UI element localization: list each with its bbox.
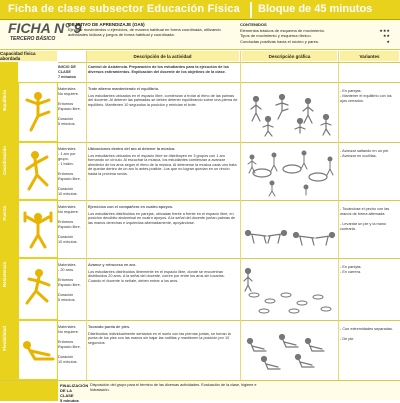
row-description xyxy=(88,205,238,225)
finalizacion-label: FINALIZACIÓN DE LA CLASE xyxy=(60,383,89,398)
activity-title: Ubicaciones dentro del aro al detener la música. xyxy=(88,147,176,151)
contenido-text: Tipos de movimiento y esquema rítmico. xyxy=(240,33,312,38)
rating-stars: ★ xyxy=(386,38,390,44)
row-label: Flexibilidad xyxy=(2,326,7,351)
activity-row xyxy=(58,142,400,200)
col-capacidad: Capacidad física abordada xyxy=(0,51,58,61)
activity-text: Los estudiantes distribuidos libremente en el espacio libre, donde se encuentran distribuidos 20 aros. A la señal del docente, corren por entre los aros sin tocarlos. Cuando el docente lo señale, deben entrar a los aros. xyxy=(88,269,225,283)
col-descripcion: Descripción de la actividad xyxy=(86,51,240,61)
activity-row xyxy=(58,258,400,320)
activity-title: Trote alterno manteniendo el equilibrio. xyxy=(88,87,160,91)
finalizacion-section xyxy=(0,380,400,403)
activity-row xyxy=(58,82,400,142)
row-label: Equilibrio xyxy=(2,90,7,111)
activity-graphic xyxy=(242,221,336,251)
row-label: Fuerza xyxy=(2,206,7,221)
objetivo-text: Ejecutar movimientos o ejercicios, de manera habitual en forma coordinada, utilizando actividades lúdicas y juegos de forma habitual y coordinada. xyxy=(68,27,221,37)
balance-figure-icon xyxy=(18,82,58,142)
finalizacion-text: Disposición del grupo para el término de las diversas actividades. Evaluación de la clase, higiene e hidratación. xyxy=(90,383,257,392)
activity-text: Distribuidos individualmente sentados en el suelo con las piernas juntas, se toman la punta de los pies con las manos sin bajar las rodillas y mantienen la posición por 10 segundos. xyxy=(88,331,231,345)
row-description xyxy=(88,325,238,345)
objetivo-block xyxy=(68,22,238,37)
finalizacion-label-block xyxy=(60,383,89,403)
stretching-figure-icon xyxy=(18,320,58,380)
column-divider xyxy=(338,51,339,400)
ficha-number: FICHA N° 9 xyxy=(8,20,82,36)
running-figure-icon xyxy=(18,258,58,320)
row-variants: - En parejas. - En carrera. xyxy=(340,265,362,274)
row-variants: - En parejas. - Mantener el equilibrio con los ojos cerrados. xyxy=(340,89,392,103)
row-description xyxy=(88,87,238,107)
strength-figure-icon xyxy=(18,200,58,258)
row-materials: Materiales No requiere. Entornos Espacio libre. Duración 5 minutos. xyxy=(58,87,81,126)
activity-text: Los estudiantes distribuidos en parejas, ubicadas frente a frente en el espacio libre, en posición decúbito abdominal en cuatro apoyos. A la señal del docente juntan palmas de las manos derechas e izquierdas alternadamente, apoyándose. xyxy=(88,211,236,225)
class-duration: Bloque de 45 minutos xyxy=(258,3,373,15)
contenidos-block xyxy=(240,22,394,44)
contenidos-label: CONTENIDOS xyxy=(240,22,267,27)
col-grafica: Descripción gráfica xyxy=(242,51,338,61)
activity-graphic xyxy=(242,265,336,317)
coordination-figure-icon xyxy=(18,142,58,200)
activity-title: Avance y retroceso en aro. xyxy=(88,263,137,267)
inicio-text: Control de Asistencia. Preparación de los estudiantes para la ejecución de los diversos estiramientos. Explicación del docente de los objetivos de la clase. xyxy=(88,65,230,74)
finalizacion-minutes: 5 minutos xyxy=(60,398,79,403)
activity-row xyxy=(58,200,400,258)
inicio-minutes: 7 minutos xyxy=(58,75,76,79)
header-separator xyxy=(250,2,252,18)
page-title: Ficha de clase subsector Educación Física xyxy=(8,3,240,15)
contenido-text: Elementos básicos de esquema de movimiento. xyxy=(240,27,325,33)
row-variants: - Avanzar saltando en un pie. - Avanzar en cuclillas. xyxy=(340,149,390,158)
row-description xyxy=(88,147,238,177)
activity-text: Los estudiantes ubicados en el espacio libre, comienzan a trotar al ritmo de las palmas del docente. Al detener las palmadas se deben detener equilibrando sobre una pierna de equilibrio. Mantienen 10 segundos la posición y reinician el trote. xyxy=(88,93,238,107)
objetivo-label: OBJETIVO DE APRENDIZAJE (OA5) xyxy=(68,22,145,27)
rating-stars: ★★★ xyxy=(379,27,390,33)
column-divider xyxy=(86,51,87,400)
rating-stars: ★★ xyxy=(382,33,390,38)
page-header xyxy=(0,0,400,20)
row-variants: - Con extremidades separadas. - De pie. xyxy=(340,327,393,341)
row-materials: Materiales - 1 aro por grupo. - 1 balón. Entornos Espacio libre. Duración 10 minutos. xyxy=(58,147,81,196)
row-label: Coordinación xyxy=(2,146,7,175)
activity-text: Los estudiantes ubicados en el espacio libre se distribuyen en 3 grupos con 1 aro formando un círculo. Al escuchar la música, los estudiantes comienzan a avanzar alrededor de los aros según el ritmo de la música. Al detenerse la música cada uno trata de quedar dentro de un aro lo antes posible. Los que no logran quedan en un rincón hasta la próxima ronda. xyxy=(88,153,237,176)
ficha-grade: TERCERO BÁSICO xyxy=(10,36,56,42)
col-variantes: Variantes xyxy=(340,51,400,61)
inicio-label: INICIO DE CLASE xyxy=(58,65,76,74)
row-label: Resistencia xyxy=(2,262,7,288)
activity-graphic xyxy=(242,91,336,139)
row-materials: Materiales - 20 aros. Entornos Espacio libre. Duración 5 minutos. xyxy=(58,263,81,302)
ficha-section xyxy=(0,20,400,50)
row-description xyxy=(88,263,238,283)
activity-graphic xyxy=(242,331,336,371)
row-materials: Materiales No requiere. Entornos Espacio libre. Duración 10 minutos. xyxy=(58,205,81,244)
row-materials: Materiales No requiere. Entornos Espacio libre. Duración 10 minutos. xyxy=(58,325,81,364)
contenido-item xyxy=(240,39,394,45)
activity-row xyxy=(58,320,400,380)
inicio-label-block xyxy=(58,65,86,80)
contenido-text: Conductas positivas hacia el núcleo y pares. xyxy=(240,38,319,44)
column-divider xyxy=(240,51,241,400)
activity-graphic xyxy=(242,147,336,197)
activity-title: Ejercicios con el compañero en cuatro apoyos. xyxy=(88,205,174,209)
final-left-bar xyxy=(0,381,58,401)
row-variants: - Tocándose el pecho con las manos de forma alternada. - Levantar un pie y la mano contraria. xyxy=(340,207,390,231)
activity-title: Tocando punta de pies. xyxy=(88,325,131,329)
inicio-row xyxy=(58,62,400,80)
